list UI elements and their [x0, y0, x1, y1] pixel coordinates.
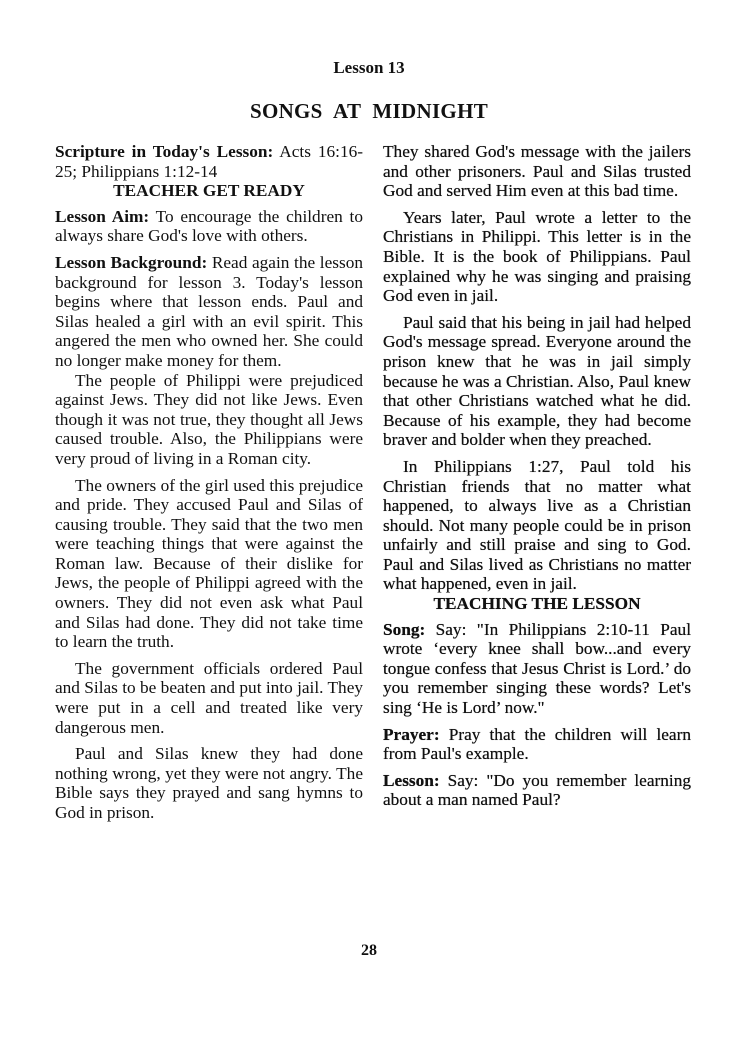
lesson-label: Lesson: [383, 770, 440, 790]
paragraph: The people of Philippi were prejudiced against Jews. They did not like Jews. Even though it was not true, they thought all Jews caused trouble. Also, the Philippians were very proud of living in a Roman city. [55, 370, 363, 468]
lesson-aim [55, 207, 363, 246]
section-heading-teacher-get-ready: TEACHER GET READY [113, 181, 305, 201]
page-title: SONGS AT MIDNIGHT [249, 99, 489, 123]
section-heading-teaching-the-lesson: TEACHING THE LESSON [433, 594, 641, 614]
prayer-label: Prayer: [383, 724, 440, 744]
prayer-instruction [383, 725, 691, 764]
song-label: Song: [383, 619, 426, 639]
background-label: Lesson Background: [55, 252, 208, 272]
lesson-text: Say: "Do you remember learning about a man named Paul? [383, 770, 691, 810]
paragraph: The owners of the girl used this prejudice and pride. They accused Paul and Silas of causing trouble. They said that the two men were teaching things that were against the Roman law. Because of their dislike for Jews, the people of Philippi agreed with the owners. They did not even ask what Paul and Silas had done. They did not take time to learn the truth. [55, 475, 363, 652]
scripture-reference [55, 142, 363, 181]
prayer-text: Pray that the children will learn from Paul's example. [383, 724, 691, 764]
paragraph: Paul said that his being in jail had helped God's message spread. Everyone around the prison knew that he was in jail simply because he was a Christian. Also, Paul knew that other Christians watched what he did. Because of his example, they had become braver and bolder when they preached. [383, 312, 691, 450]
lesson-background [55, 253, 363, 371]
paragraph: Paul and Silas knew they had done nothing wrong, yet they were not angry. The Bible says they prayed and sang hymns to God in prison. [55, 744, 363, 822]
left-column [55, 142, 363, 830]
scripture-text: Acts 16:16-25; Philippians 1:12-14 [55, 142, 363, 181]
lesson-number: Lesson 13 [333, 58, 405, 77]
paragraph: The government officials ordered Paul and Silas to be beaten and put into jail. They were put in a cell and treated like very dangerous men. [55, 658, 363, 737]
song-instruction [383, 620, 691, 718]
background-text: Read again the lesson background for lesson 3. Today's lesson begins where that lesson ends. Paul and Silas healed a girl with an evil spirit. This angered the men who owned her. She could no longer make money for them. [55, 252, 363, 370]
paragraph: Years later, Paul wrote a letter to the Christians in Philippi. This letter is in the Bible. It is the book of Philippians. Paul explained why he was singing and praising God even in jail. [383, 207, 691, 306]
aim-text: To encourage the children to always share God's love with others. [55, 206, 363, 246]
right-column [383, 142, 691, 817]
song-text: Say: "In Philippians 2:10-11 Paul wrote ‘every knee shall bow...and every tongue confess that Jesus Christ is Lord.’ do you remember singing these words? Let's sing ‘He is Lord’ now." [383, 619, 691, 718]
paragraph: They shared God's message with the jailers and other prisoners. Paul and Silas trusted God and served Him even at this bad time. [383, 142, 691, 201]
lesson-instruction [383, 771, 691, 810]
paragraph: In Philippians 1:27, Paul told his Christian friends that no matter what happened, to always live as a Christian should. Not many people could be in prison unfairly and still praise and sing to God. Paul and Silas lived as Christians no matter what happened, even in jail. [383, 456, 691, 594]
aim-label: Lesson Aim: [55, 206, 150, 226]
page-number: 28 [361, 942, 377, 959]
scripture-label: Scripture in Today's Lesson: [55, 142, 274, 161]
